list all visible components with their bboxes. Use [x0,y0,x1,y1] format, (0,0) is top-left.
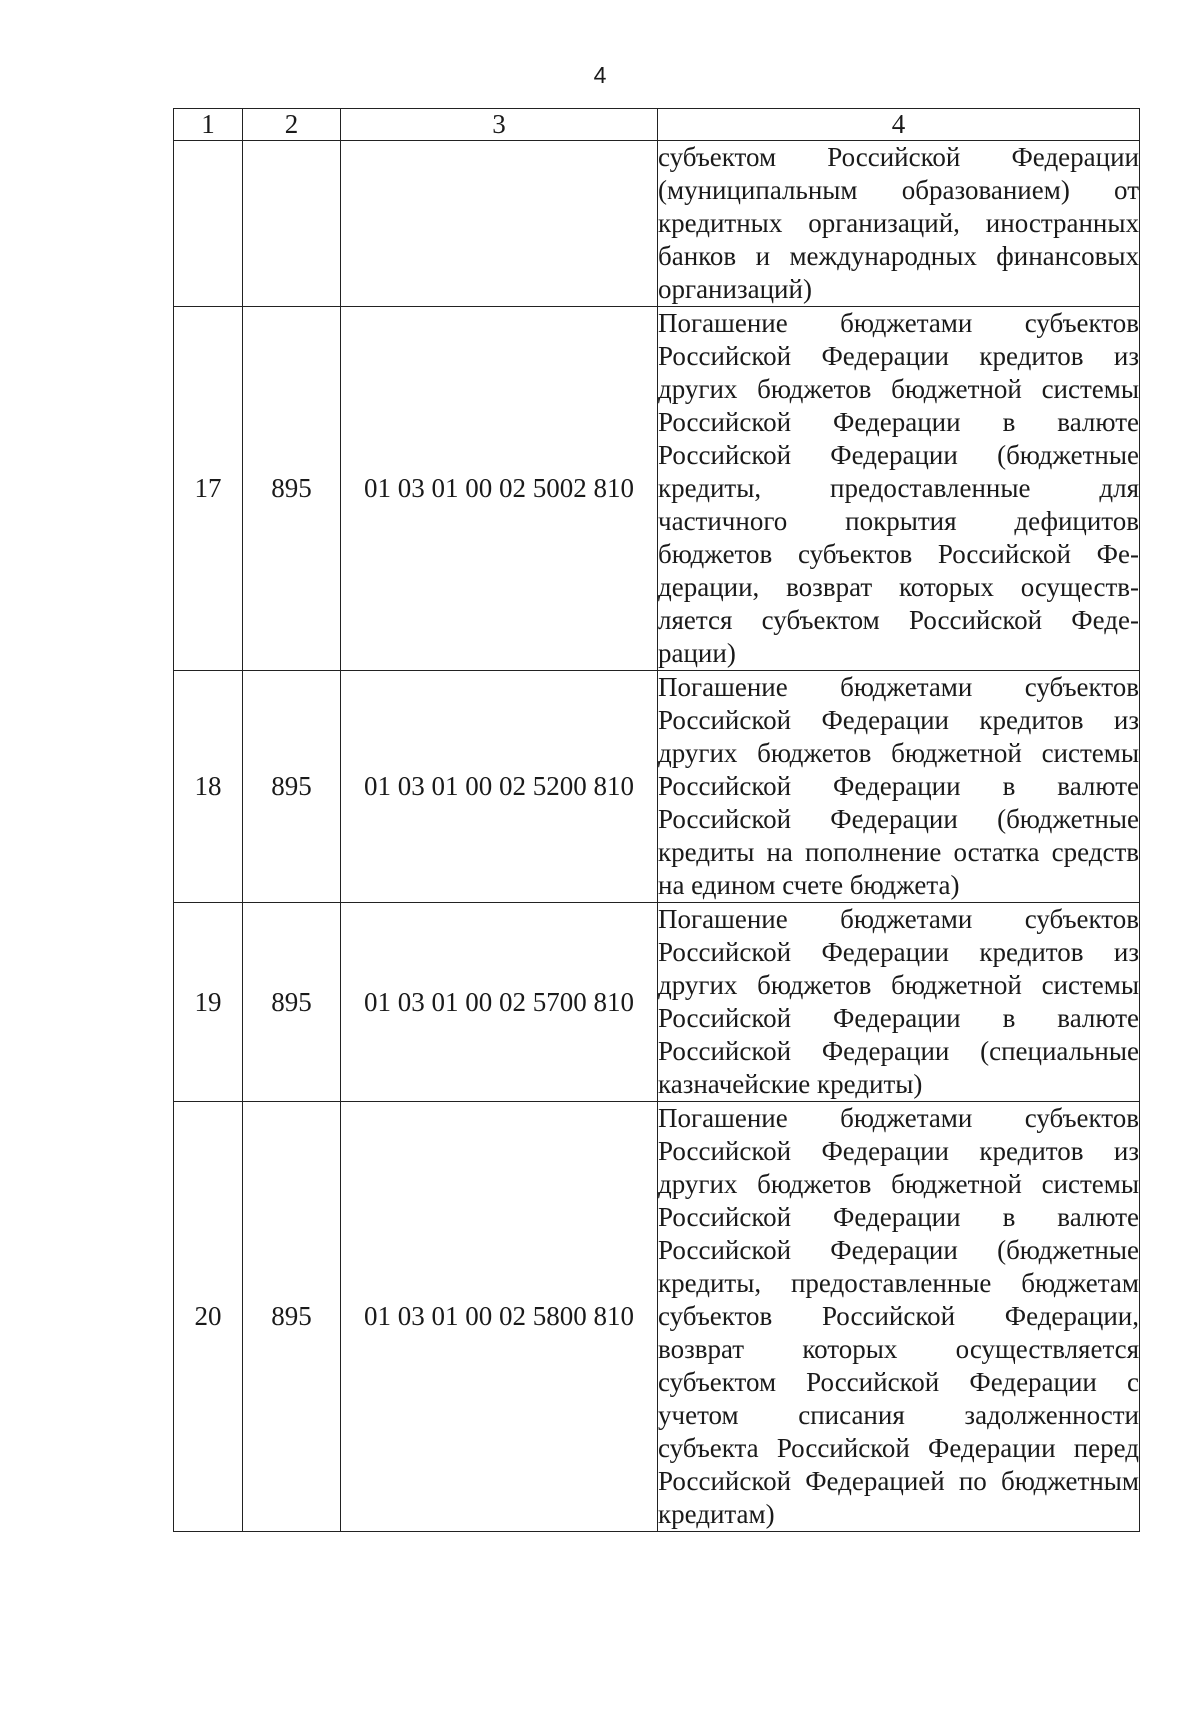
cell-code [341,141,658,307]
cell-description [658,671,1140,903]
table-row [174,671,1140,903]
table-row [174,307,1140,671]
cell-code: 01 03 01 00 02 5002 810 [341,307,658,671]
description-text: Погашение бюджетами субъектов Российской Федерации кредитов из других бюджетов бюджетной системы Российской Федерации в валюте Российской Федерации (бюджетные кредиты, предоставленные для частичного покрытия дефицитов бюджетов субъектов Российской Федерации, возврат которых осуществляется субъектом Российской Федерации) [658,308,1139,668]
cell-description [658,903,1140,1102]
cell-num: 19 [174,903,243,1102]
cell-num: 18 [174,671,243,903]
cell-num: 20 [174,1102,243,1532]
header-col-2: 2 [243,109,341,141]
cell-num: 17 [174,307,243,671]
header-col-1: 1 [174,109,243,141]
page-number: 4 [593,62,607,88]
cell-description [658,1102,1140,1532]
cell-description [658,307,1140,671]
description-text: субъектом Российской Федерации (муниципальным образованием) от кредитных организаций, иностранных банков и международных финансовых организаций) [658,142,1139,304]
table-header [174,109,1140,141]
table-row [174,903,1140,1102]
table-body [174,141,1140,1532]
description-text: Погашение бюджетами субъектов Российской Федерации кредитов из других бюджетов бюджетной системы Российской Федерации в валюте Российской Федерации (бюджетные кредиты на пополнение остатка средств на едином счете бюджета) [658,672,1139,900]
table-row-continuation [174,141,1140,307]
cell-admin: 895 [243,1102,341,1532]
header-col-4: 4 [658,109,1140,141]
cell-code: 01 03 01 00 02 5700 810 [341,903,658,1102]
cell-code: 01 03 01 00 02 5200 810 [341,671,658,903]
description-text: Погашение бюджетами субъектов Российской Федерации кредитов из других бюджетов бюджетной системы Российской Федерации в валюте Российской Федерации (специальные казначейские кредиты) [658,904,1139,1099]
table-row [174,1102,1140,1532]
budget-codes-table [173,108,1140,1532]
description-text: Погашение бюджетами субъектов Российской Федерации кредитов из других бюджетов бюджетной системы Российской Федерации в валюте Российской Федерации (бюджетные кредиты, предоставленные бюджетам субъектов Российской Федерации, возврат которых осуществляется субъектом Российской Федерации с учетом списания задолженности субъекта Российской Федерации перед Российской Федерацией по бюджетным кредитам) [658,1103,1139,1529]
cell-admin: 895 [243,903,341,1102]
cell-code: 01 03 01 00 02 5800 810 [341,1102,658,1532]
cell-admin: 895 [243,307,341,671]
header-col-3: 3 [341,109,658,141]
cell-admin [243,141,341,307]
cell-num [174,141,243,307]
header-row [174,109,1140,141]
cell-description [658,141,1140,307]
cell-admin: 895 [243,671,341,903]
